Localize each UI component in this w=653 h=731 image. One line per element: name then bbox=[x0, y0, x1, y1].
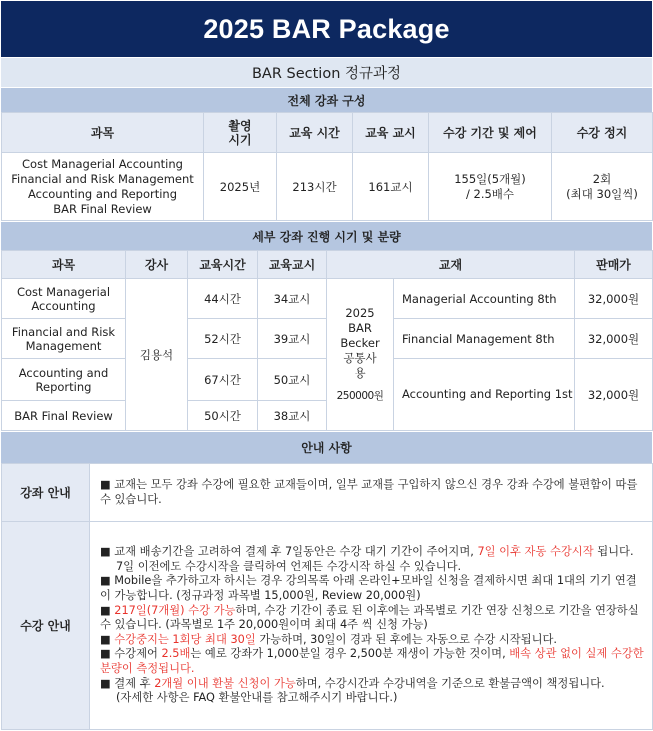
highlight-auto-start: 7일 이후 자동 수강시작 bbox=[477, 545, 594, 559]
pause-line: (최대 30일씩) bbox=[566, 186, 638, 201]
row-book: Financial Management 8th bbox=[394, 319, 575, 359]
course-guide-label: 강좌 안내 bbox=[2, 464, 90, 522]
header-hours: 교육시간 bbox=[188, 251, 258, 279]
header-periods: 교육교시 bbox=[258, 251, 327, 279]
row-hours: 67시간 bbox=[188, 359, 258, 401]
subject-line: Cost Managerial Accounting bbox=[22, 156, 183, 171]
header-subject: 과목 bbox=[2, 113, 204, 153]
enroll-item-mobile: ■ Mobile을 추가하고자 하시는 경우 강의목록 아래 온라인+모바일 신청을 결제하시면 최대 1대의 기기 연결이 가능합니다. (정규과정 과목별 15,000원, Review 20,000원) bbox=[100, 574, 637, 603]
enroll-item-pause: ■ 수강중지는 1회당 최대 30일 가능하며, 30일이 경과 된 후에는 자동으로 수강 시작됩니다. bbox=[100, 632, 558, 646]
row-periods: 38교시 bbox=[258, 401, 327, 431]
row-book: Accounting and Reporting 1st bbox=[394, 359, 575, 431]
notice-table bbox=[1, 463, 653, 730]
row-price: 32,000원 bbox=[575, 279, 653, 319]
book-set-line: 용 bbox=[354, 365, 366, 380]
enroll-item-faq: (자세한 사항은 FAQ 환불안내를 참고해주시기 바랍니다.) bbox=[116, 691, 398, 705]
header-duration: 수강 기간 및 제어 bbox=[429, 113, 552, 153]
row-periods: 50교시 bbox=[258, 359, 327, 401]
pause-line: 2회 bbox=[592, 171, 612, 186]
subject-line: Financial and Risk Management bbox=[11, 171, 194, 186]
instructor-name: 김용석 bbox=[126, 279, 188, 431]
overview-hours: 213시간 bbox=[277, 153, 353, 221]
enroll-guide-label: 수강 안내 bbox=[2, 522, 90, 730]
enroll-item-refund: ■ 결제 후 2개월 이내 환불 신청이 가능하며, 수강시간과 수강내역을 기준으로 환불금액이 책정됩니다. bbox=[100, 676, 605, 690]
overview-table bbox=[1, 112, 653, 221]
header-book: 교재 bbox=[327, 251, 575, 279]
row-hours: 52시간 bbox=[188, 319, 258, 359]
duration-line: / 2.5배수 bbox=[465, 186, 515, 201]
row-periods: 34교시 bbox=[258, 279, 327, 319]
table-row bbox=[2, 279, 653, 319]
book-set-line: Becker bbox=[340, 335, 380, 350]
overview-data-row bbox=[2, 153, 653, 221]
highlight-refund: 2개월 이내 환불 신청이 가능 bbox=[154, 676, 296, 690]
row-subject: Cost Managerial Accounting bbox=[2, 279, 126, 319]
enroll-item-period: ■ 217일(7개월) 수강 가능하며, 수강 기간이 종료 된 이후에는 과목별로 기간 연장 신청으로 기간을 연장하실 수 있습니다. (과목별로 1주 20,000원이며 최대 4주 씩 신청 가능) bbox=[100, 603, 639, 632]
subject-line: BAR Final Review bbox=[53, 201, 152, 216]
header-periods: 교육 교시 bbox=[353, 113, 429, 153]
overview-duration bbox=[429, 153, 552, 221]
header-instructor: 강사 bbox=[126, 251, 188, 279]
book-set bbox=[327, 279, 394, 431]
book-set-price: 250000원 bbox=[336, 389, 384, 402]
detail-table bbox=[1, 250, 653, 431]
notice-heading: 안내 사항 bbox=[1, 431, 652, 463]
row-hours: 50시간 bbox=[188, 401, 258, 431]
section-title: BAR Section 정규과정 bbox=[1, 57, 652, 87]
row-price: 32,000원 bbox=[575, 359, 653, 431]
row-book: Managerial Accounting 8th bbox=[394, 279, 575, 319]
page-banner-title: 2025 BAR Package bbox=[1, 1, 652, 57]
header-price: 판매가 bbox=[575, 251, 653, 279]
book-set-line: BAR bbox=[348, 320, 372, 335]
row-subject: Financial and Risk Management bbox=[2, 319, 126, 359]
overview-heading: 전체 강좌 구성 bbox=[1, 87, 652, 112]
header-pause: 수강 정지 bbox=[552, 113, 653, 153]
duration-line: 155일(5개월) bbox=[454, 171, 526, 186]
row-subject: Accounting and Reporting bbox=[2, 359, 126, 401]
enroll-item-control: ■ 수강제어 2.5배는 예로 강좌가 1,000분일 경우 2,500분 재생이 가능한 것이며, 배속 상관 없이 실제 수강한 분량이 측정됩니다. bbox=[100, 647, 644, 675]
row-price: 32,000원 bbox=[575, 319, 653, 359]
header-subject: 과목 bbox=[2, 251, 126, 279]
overview-header-row bbox=[2, 113, 653, 153]
row-periods: 39교시 bbox=[258, 319, 327, 359]
highlight-period: 217일(7개월) 수강 가능 bbox=[114, 603, 236, 617]
overview-year: 2025년 bbox=[204, 153, 277, 221]
notice-course-row bbox=[2, 464, 653, 522]
enroll-item-waiting: ■ 교재 배송기간을 고려하여 결제 후 7일동안은 수강 대기 기간이 주어지며, 7일 이후 자동 수강시작 됩니다. bbox=[100, 545, 634, 559]
overview-subjects bbox=[2, 153, 204, 221]
highlight-pause: 수강중지는 1회당 최대 30일 bbox=[114, 632, 256, 646]
enroll-item-early-start: 7일 이전에도 수강시작을 클릭하여 언제든 수강시작 하실 수 있습니다. bbox=[116, 559, 462, 573]
header-hours: 교육 시간 bbox=[277, 113, 353, 153]
highlight-multiplier: 2.5배 bbox=[161, 647, 191, 661]
course-guide-text: ■ 교재는 모두 강좌 수강에 필요한 교재들이며, 일부 교재를 구입하지 않으신 경우 강좌 수강에 불편함이 따를 수 있습니다. bbox=[90, 464, 653, 522]
header-shoot-time: 촬영 시기 bbox=[204, 113, 277, 153]
row-hours: 44시간 bbox=[188, 279, 258, 319]
overview-pause bbox=[552, 153, 653, 221]
notice-enroll-row bbox=[2, 522, 653, 730]
highlight-actual-time: 배속 상관 없이 실제 수강한 분량이 측정됩니다. bbox=[100, 647, 644, 675]
row-subject: BAR Final Review bbox=[2, 401, 126, 431]
book-set-line: 공통사 bbox=[343, 350, 377, 365]
enroll-guide-text bbox=[90, 522, 653, 730]
overview-periods: 161교시 bbox=[353, 153, 429, 221]
book-set-line: 2025 bbox=[345, 305, 375, 320]
subject-line: Accounting and Reporting bbox=[27, 186, 178, 201]
detail-heading: 세부 강좌 진행 시기 및 분량 bbox=[1, 221, 652, 250]
detail-header-row bbox=[2, 251, 653, 279]
